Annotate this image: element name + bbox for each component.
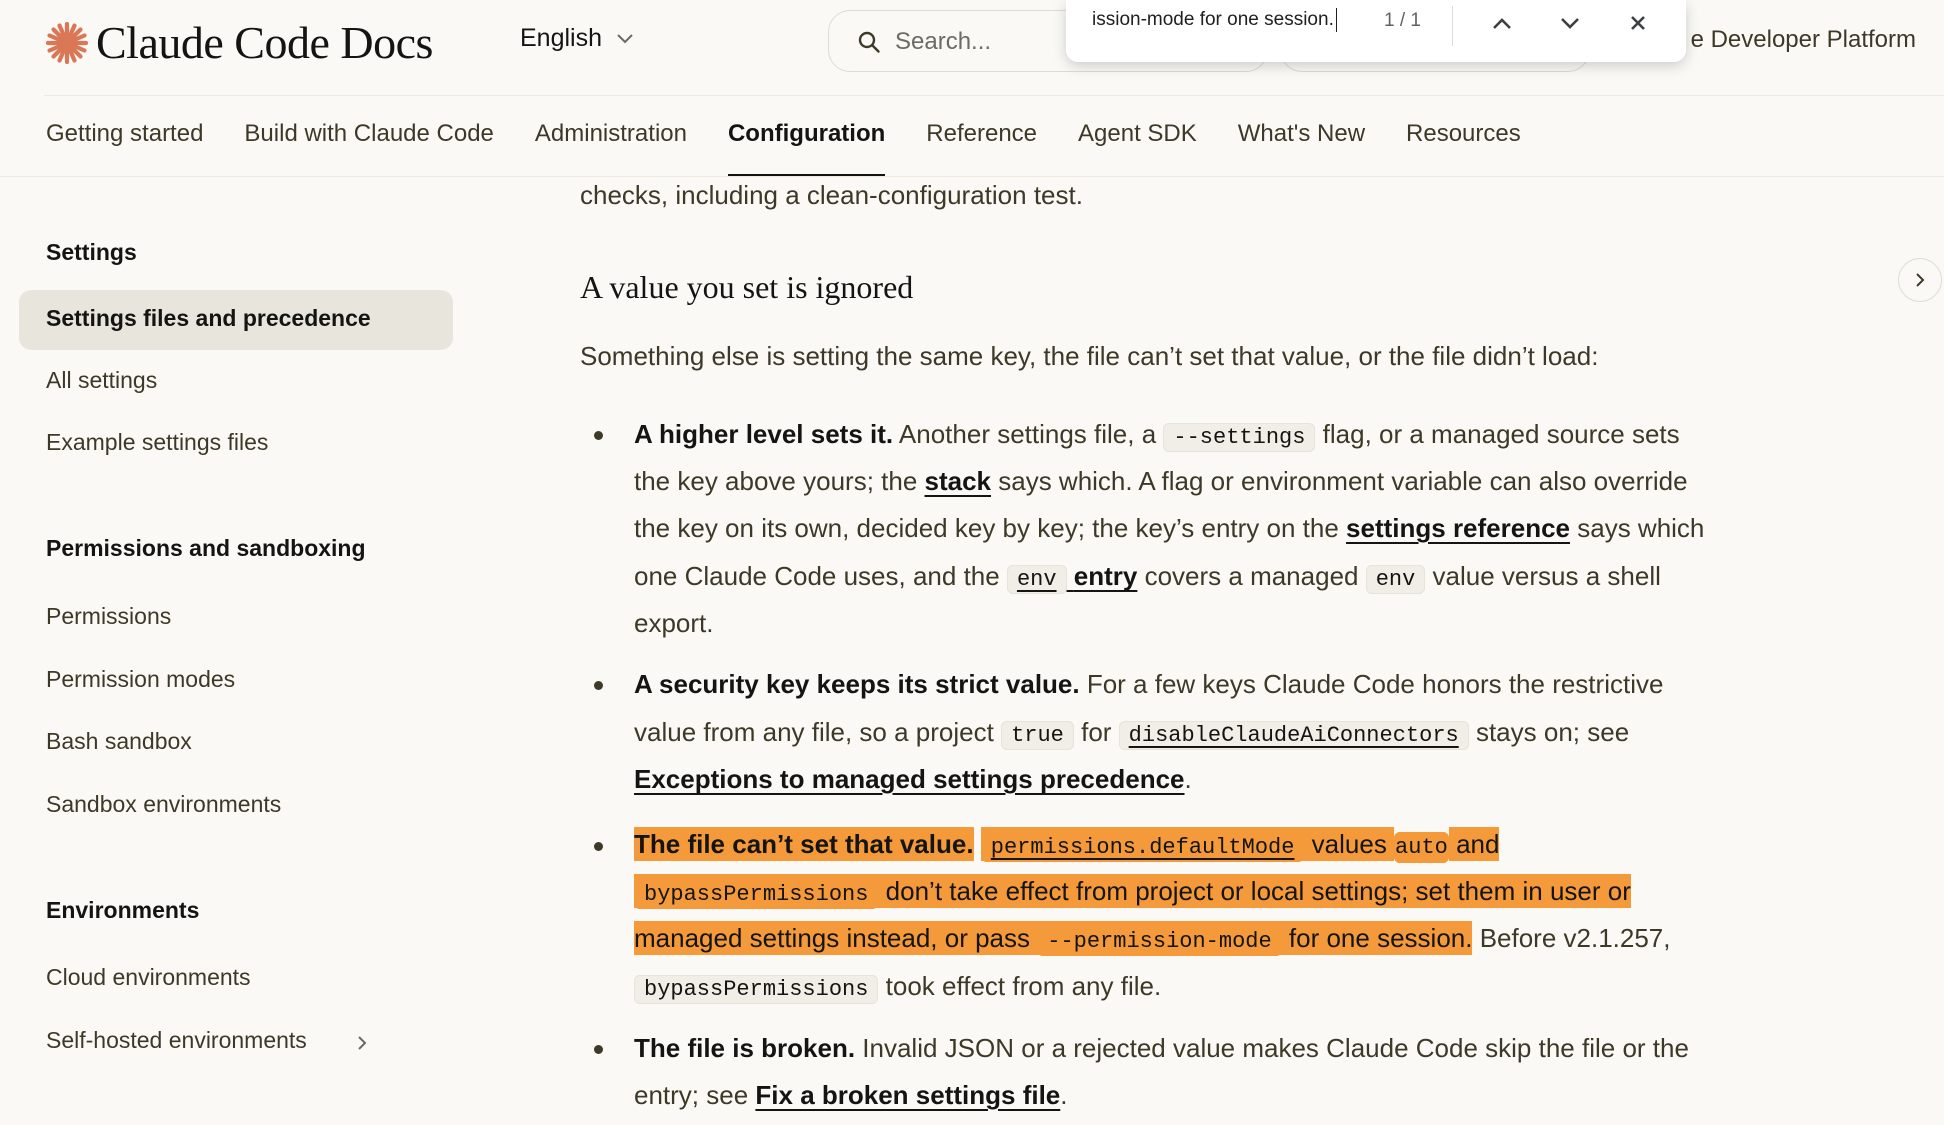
chevron-right-icon[interactable] (356, 1034, 368, 1052)
list-item-line: A higher level sets it. Another settings file, a --settings flag, or a managed source sets (634, 419, 1680, 450)
sidebar-heading-settings: Settings (46, 239, 137, 265)
find-close-button[interactable] (1620, 5, 1656, 41)
list-item-line: entry; see Fix a broken settings file. (634, 1080, 1068, 1110)
inline-code: --permission-mode (1037, 927, 1281, 956)
inline-code: --settings (1163, 423, 1315, 452)
find-match-count: 1 / 1 (1384, 10, 1421, 31)
find-previous-button[interactable] (1484, 5, 1520, 41)
sidebar-item-all-settings[interactable]: All settings (46, 367, 158, 393)
fix-broken-settings-link[interactable]: Fix a broken settings file (755, 1080, 1061, 1110)
section-heading: A value you set is ignored (580, 269, 914, 305)
close-icon (1629, 14, 1647, 32)
bullet-dot (594, 1045, 603, 1054)
header-divider (44, 95, 1944, 96)
list-item-line-highlighted: The file can’t set that value. permissions.defaultMode values auto and (634, 825, 1499, 867)
sidebar-item-cloud-environments[interactable]: Cloud environments (46, 964, 251, 990)
text-cursor (1336, 8, 1337, 32)
stack-link[interactable]: stack (924, 466, 992, 496)
logo[interactable] (44, 16, 433, 69)
sidebar-item-bash-sandbox[interactable]: Bash sandbox (46, 728, 192, 754)
sidebar-item-sandbox-environments[interactable]: Sandbox environments (46, 791, 282, 817)
list-item-line-highlighted: bypassPermissions don’t take effect from project or local settings; set them in user or (634, 872, 1631, 914)
list-item-line: A security key keeps its strict value. For a few keys Claude Code honors the restrictive (634, 669, 1664, 699)
sidebar-heading-environments: Environments (46, 897, 200, 923)
chevron-down-icon (1559, 16, 1581, 30)
sidebar-item-example-settings-files[interactable]: Example settings files (46, 429, 269, 455)
tab-whats-new[interactable]: What's New (1237, 120, 1366, 147)
sidebar-item-self-hosted-environments[interactable]: Self-hosted environments (46, 1027, 307, 1053)
tab-build-with-claude-code[interactable]: Build with Claude Code (244, 120, 494, 147)
find-next-button[interactable] (1552, 5, 1588, 41)
inline-code: env (1366, 565, 1426, 594)
settings-reference-link[interactable]: settings reference (1346, 513, 1571, 543)
sidebar-item-label: Settings files and precedence (46, 305, 371, 331)
tab-getting-started[interactable]: Getting started (46, 120, 204, 147)
inline-code: auto (1394, 832, 1449, 863)
list-item-line-highlighted: managed settings instead, or pass --permission-mode for one session. Before v2.1.257, (634, 923, 1671, 954)
inline-code: bypassPermissions (634, 975, 878, 1004)
sidebar-heading-permissions-and-sandboxing: Permissions and sandboxing (46, 535, 366, 561)
tab-resources[interactable]: Resources (1406, 120, 1521, 147)
bullet-dot (594, 681, 603, 690)
paragraph: Something else is setting the same key, the file can’t set that value, or the file didn’t load: (580, 341, 1599, 371)
bullet-dot (594, 431, 603, 440)
find-bar (1066, 0, 1686, 62)
chevron-down-icon (616, 33, 634, 45)
tab-reference[interactable]: Reference (926, 120, 1038, 147)
tabs-divider (0, 176, 1944, 177)
logo-text: Claude Code Docs (96, 17, 433, 68)
disable-connectors-link[interactable]: disableClaudeAiConnectors (1119, 717, 1469, 747)
language-selector[interactable] (520, 24, 634, 53)
sidebar-item-permission-modes[interactable]: Permission modes (46, 666, 236, 692)
list-item-line: the key above yours; the stack says which. A flag or environment variable can also override (634, 466, 1688, 496)
list-item-line: bypassPermissions took effect from any file. (634, 967, 1161, 1009)
paragraph: checks, including a clean-configuration test. (580, 180, 1083, 210)
tab-administration[interactable]: Administration (534, 120, 687, 147)
search-icon (857, 30, 881, 54)
list-item-line: one Claude Code uses, and the env entry covers a managed env value versus a shell (634, 561, 1661, 592)
find-divider (1452, 6, 1453, 46)
list-item-line: Exceptions to managed settings precedence. (634, 764, 1192, 794)
tab-configuration[interactable]: Configuration (728, 120, 885, 176)
toc-toggle-button[interactable] (1898, 258, 1942, 302)
list-item-line: The file is broken. Invalid JSON or a rejected value makes Claude Code skip the file or the (634, 1033, 1689, 1063)
list-item-line: value from any file, so a project true for disableClaudeAiConnectors stays on; see (634, 717, 1630, 748)
developer-platform-link[interactable]: e Developer Platform (1690, 26, 1916, 53)
search-placeholder: Search... (895, 28, 992, 55)
tab-agent-sdk[interactable]: Agent SDK (1078, 120, 1197, 147)
find-input[interactable]: ission-mode for one session. (1092, 8, 1337, 32)
inline-code: true (1001, 721, 1074, 750)
bullet-dot (594, 842, 603, 851)
inline-code: bypassPermissions (634, 880, 878, 909)
top-nav-tabs (46, 120, 1521, 176)
sidebar-item-settings-files-and-precedence[interactable] (19, 290, 453, 350)
exceptions-link[interactable]: Exceptions to managed settings precedence (634, 764, 1185, 794)
sidebar-item-permissions[interactable]: Permissions (46, 603, 172, 629)
chevron-up-icon (1491, 16, 1513, 30)
default-mode-link[interactable]: permissions.defaultMode (981, 827, 1305, 861)
language-label: English (520, 24, 602, 52)
claude-star-icon (44, 20, 90, 66)
chevron-right-icon (1914, 271, 1926, 289)
env-entry-link[interactable]: env entry (1007, 561, 1137, 591)
list-item-line: export. (634, 608, 714, 638)
list-item-line: the key on its own, decided key by key; the key’s entry on the settings reference says which (634, 513, 1705, 543)
